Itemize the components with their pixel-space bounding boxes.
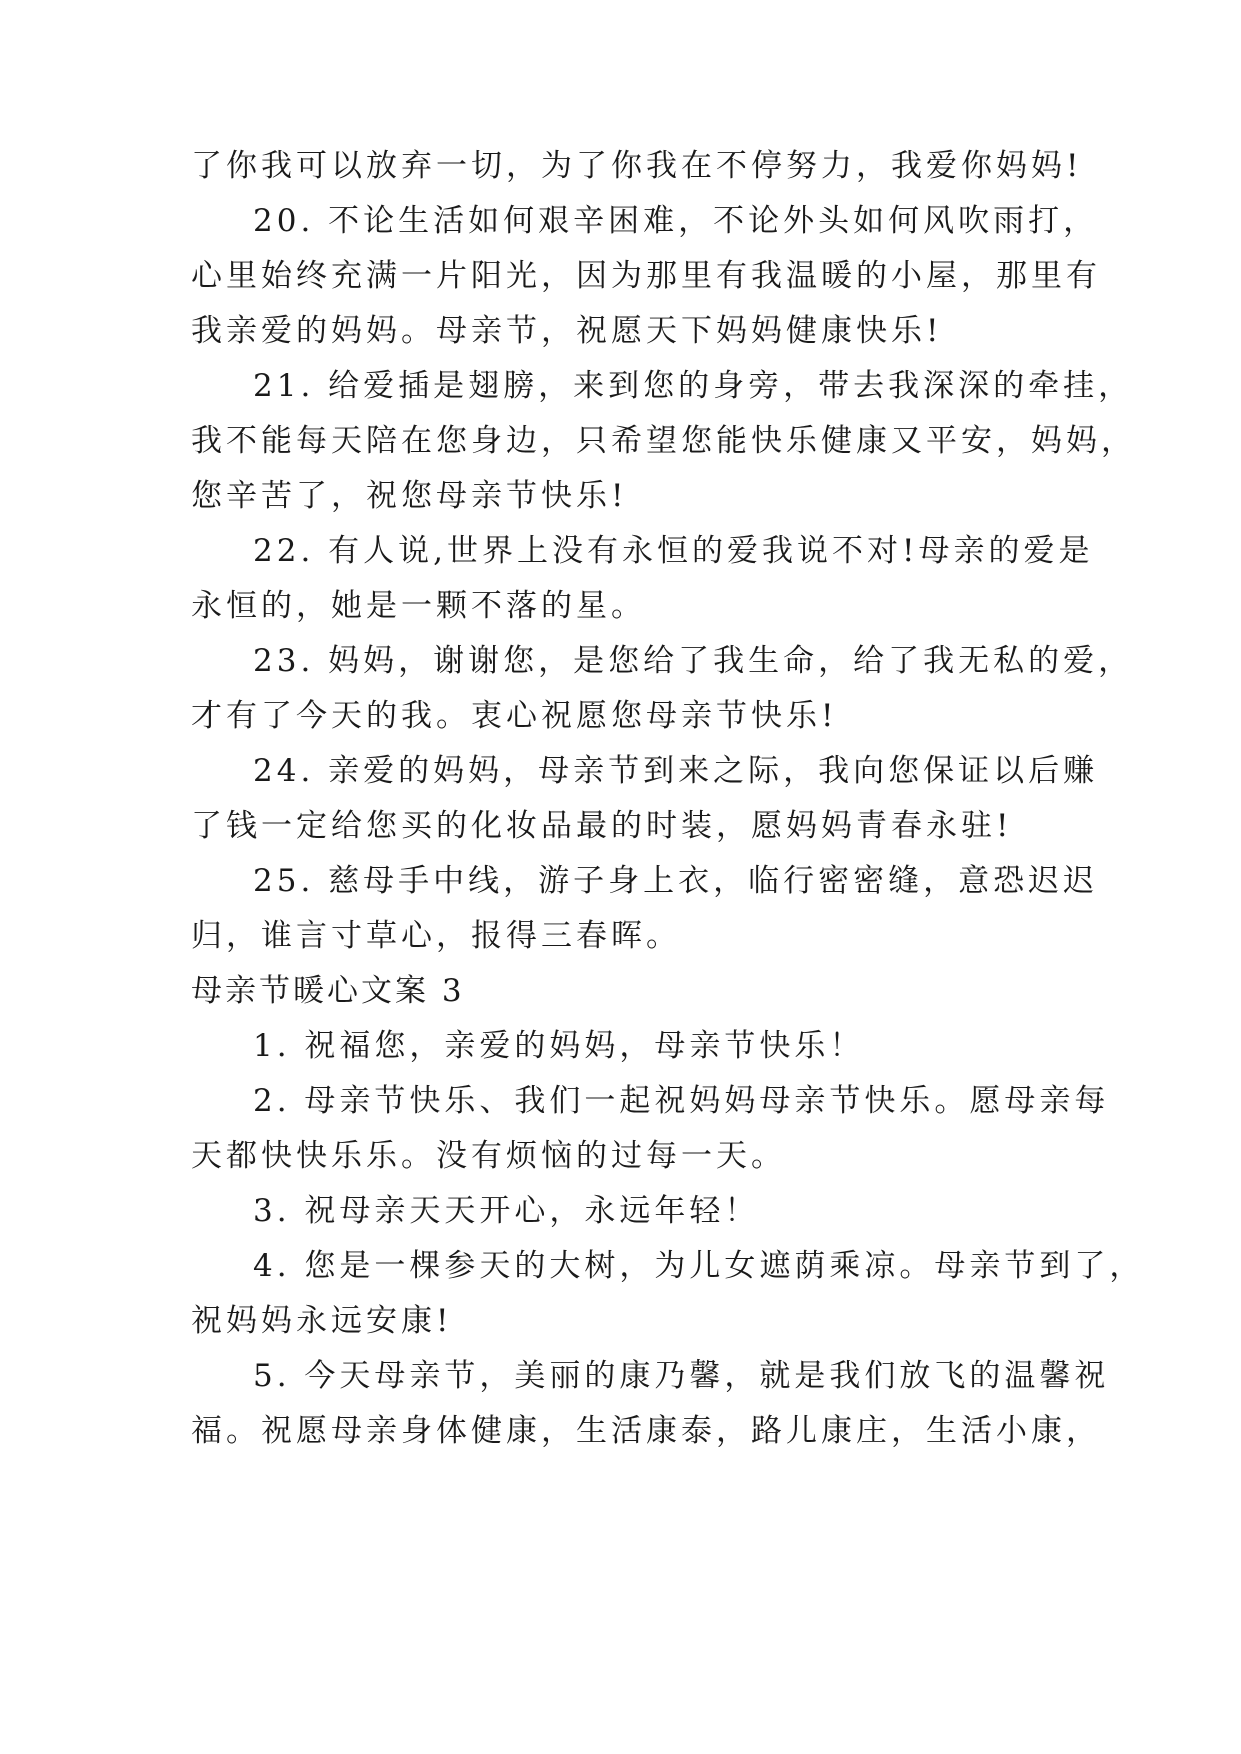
text-line: 了钱一定给您买的化妆品最的时装，愿妈妈青春永驻!: [191, 808, 1013, 844]
text-line: 心里始终充满一片阳光，因为那里有我温暖的小屋，那里有: [191, 258, 1101, 294]
text-line: 21. 给爱插是翅膀，来到您的身旁，带去我深深的牵挂，: [253, 368, 1134, 404]
text-line: 了你我可以放弃一切，为了你我在不停努力，我爱你妈妈!: [191, 148, 1083, 184]
text-line: 24. 亲爱的妈妈，母亲节到来之际，我向您保证以后赚: [253, 753, 1099, 789]
text-line: 2. 母亲节快乐、我们一起祝妈妈母亲节快乐。愿母亲每: [253, 1083, 1110, 1119]
text-line: 永恒的，她是一颗不落的星。: [191, 588, 646, 624]
section-heading: 母亲节暖心文案 3: [191, 973, 465, 1009]
text-line: 您辛苦了，祝您母亲节快乐!: [191, 478, 628, 514]
text-line: 1. 祝福您，亲爱的妈妈，母亲节快乐！: [253, 1028, 865, 1064]
text-line: 我亲爱的妈妈。母亲节，祝愿天下妈妈健康快乐!: [191, 313, 943, 349]
text-line: 25. 慈母手中线，游子身上衣，临行密密缝，意恐迟迟: [253, 863, 1099, 899]
text-line: 3. 祝母亲天天开心，永远年轻！: [253, 1193, 760, 1229]
text-line: 才有了今天的我。衷心祝愿您母亲节快乐!: [191, 698, 838, 734]
text-line: 20. 不论生活如何艰辛困难，不论外头如何风吹雨打，: [253, 203, 1099, 239]
text-line: 福。祝愿母亲身体健康，生活康泰，路儿康庄，生活小康，: [191, 1413, 1101, 1449]
text-line: 23. 妈妈，谢谢您，是您给了我生命，给了我无私的爱，: [253, 643, 1134, 679]
text-line: 5. 今天母亲节，美丽的康乃馨，就是我们放飞的温馨祝: [253, 1358, 1110, 1394]
text-line: 祝妈妈永远安康!: [191, 1303, 453, 1339]
text-line: 天都快快乐乐。没有烦恼的过每一天。: [191, 1138, 786, 1174]
text-line: 归，谁言寸草心，报得三春晖。: [191, 918, 681, 954]
text-line: 4. 您是一棵参天的大树，为儿女遮荫乘凉。母亲节到了，: [253, 1248, 1145, 1284]
text-line: 22. 有人说,世界上没有永恒的爱我说不对!母亲的爱是: [253, 533, 1094, 569]
text-line: 我不能每天陪在您身边，只希望您能快乐健康又平安，妈妈，: [191, 423, 1136, 459]
